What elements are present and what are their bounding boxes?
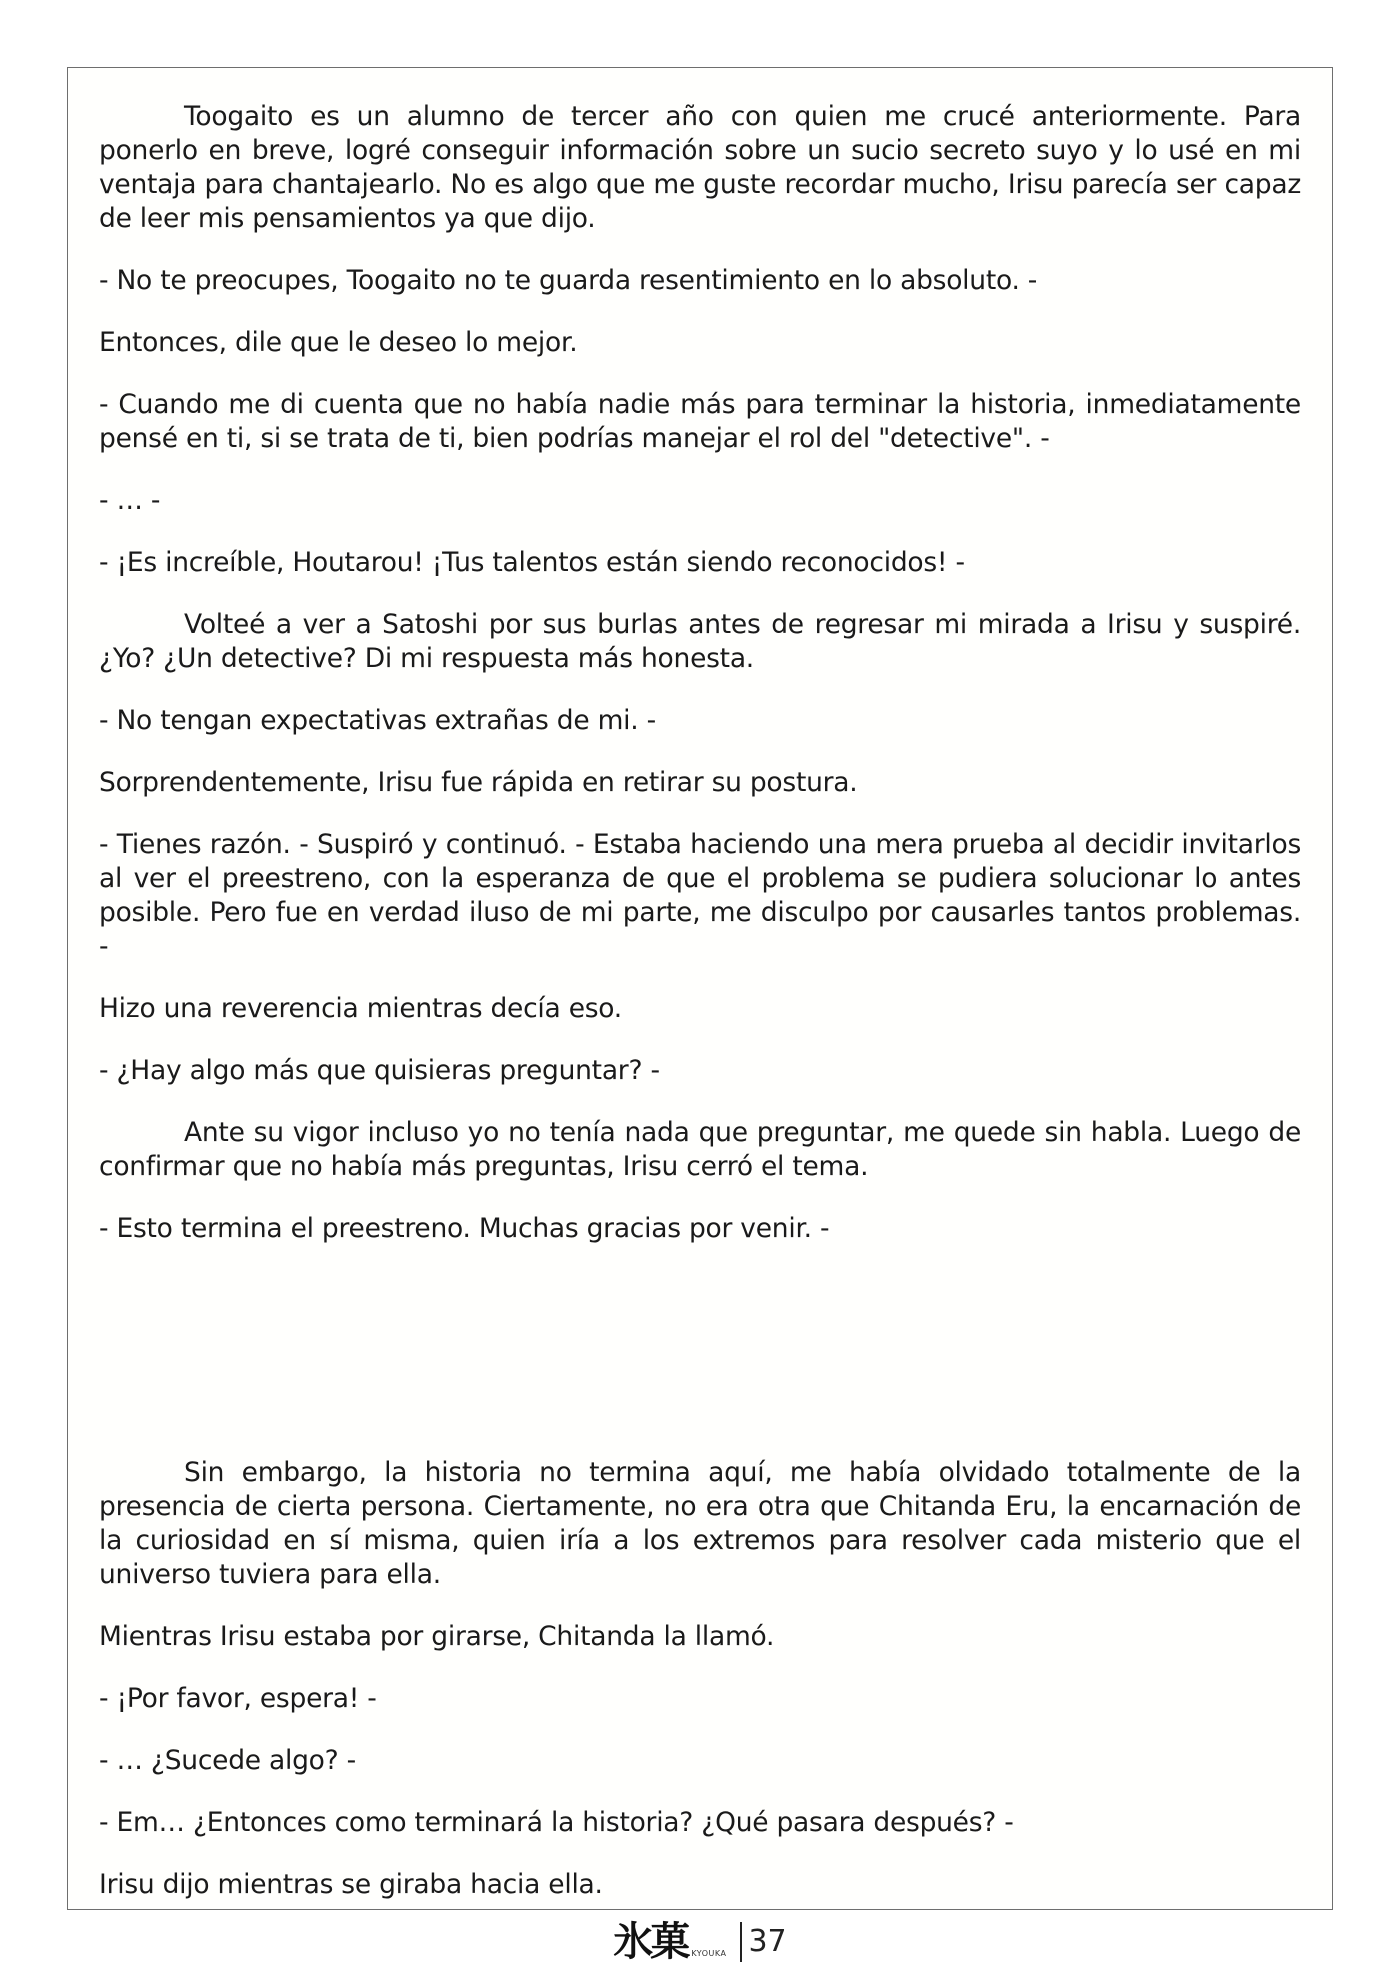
footer-divider bbox=[740, 1922, 742, 1962]
paragraph: Sin embargo, la historia no termina aquí, me había olvidado totalmente de la presencia de cierta persona. Ciertamente, no era otra que Chitanda Eru, la encarnación de la curiosidad en sí misma, quien iría a los extremos para resolver cada misterio que el universo tuviera para ella. bbox=[99, 1457, 1301, 1590]
paragraph: - ¿Hay algo más que quisieras preguntar? - bbox=[99, 1055, 660, 1086]
text-section-2 bbox=[99, 1456, 1301, 1902]
text-section-1 bbox=[99, 100, 1301, 1246]
paragraph: - ¡Es increíble, Houtarou! ¡Tus talentos están siendo reconocidos! - bbox=[99, 547, 965, 578]
text-body bbox=[99, 100, 1301, 1930]
logo-subtitle: KYOUKA bbox=[691, 1949, 727, 1958]
hyouka-logo bbox=[613, 1918, 727, 1965]
paragraph: Entonces, dile que le deseo lo mejor. bbox=[99, 327, 578, 358]
paragraph: - Cuando me di cuenta que no había nadie más para terminar la historia, inmediatamente pensé en ti, si se trata de ti, bien podrías manejar el rol del "detective". - bbox=[99, 389, 1301, 454]
paragraph: Irisu dijo mientras se giraba hacia ella. bbox=[99, 1869, 603, 1900]
paragraph: - Tienes razón. - Suspiró y continuó. - Estaba haciendo una mera prueba al decidir invitarlos al ver el preestreno, con la esperanza de que el problema se pudiera solucionar lo antes posible. Pero fue en verdad iluso de mi parte, me disculpo por causarles tantos problemas. - bbox=[99, 829, 1301, 962]
page-footer bbox=[0, 1918, 1400, 1966]
paragraph: - No tengan expectativas extrañas de mi. - bbox=[99, 705, 656, 736]
paragraph: Hizo una reverencia mientras decía eso. bbox=[99, 993, 622, 1024]
paragraph: - … ¿Sucede algo? - bbox=[99, 1745, 356, 1776]
paragraph: Ante su vigor incluso yo no tenía nada que preguntar, me quede sin habla. Luego de confirmar que no había más preguntas, Irisu cerró el tema. bbox=[99, 1117, 1301, 1182]
paragraph: Toogaito es un alumno de tercer año con quien me crucé anteriormente. Para ponerlo en breve, logré conseguir información sobre un sucio secreto suyo y lo usé en mi ventaja para chantajearlo. No es algo que me guste recordar mucho, Irisu parecía ser capaz de leer mis pensamientos ya que dijo. bbox=[99, 101, 1301, 234]
paragraph: Volteé a ver a Satoshi por sus burlas antes de regresar mi mirada a Irisu y suspiré. ¿Yo? ¿Un detective? Di mi respuesta más honesta. bbox=[99, 609, 1301, 674]
paragraph: - Em… ¿Entonces como terminará la historia? ¿Qué pasara después? - bbox=[99, 1807, 1014, 1838]
paragraph: - … - bbox=[99, 485, 161, 516]
page-number: 37 bbox=[748, 1924, 787, 1959]
paragraph: Mientras Irisu estaba por girarse, Chitanda la llamó. bbox=[99, 1621, 775, 1652]
paragraph: Sorprendentemente, Irisu fue rápida en retirar su postura. bbox=[99, 767, 858, 798]
paragraph: - Esto termina el preestreno. Muchas gracias por venir. - bbox=[99, 1213, 830, 1244]
paragraph: - ¡Por favor, espera! - bbox=[99, 1683, 377, 1714]
logo-mark: 氷菓 bbox=[613, 1918, 688, 1965]
scene-break bbox=[99, 1274, 1301, 1456]
paragraph: - No te preocupes, Toogaito no te guarda resentimiento en lo absoluto. - bbox=[99, 265, 1038, 296]
